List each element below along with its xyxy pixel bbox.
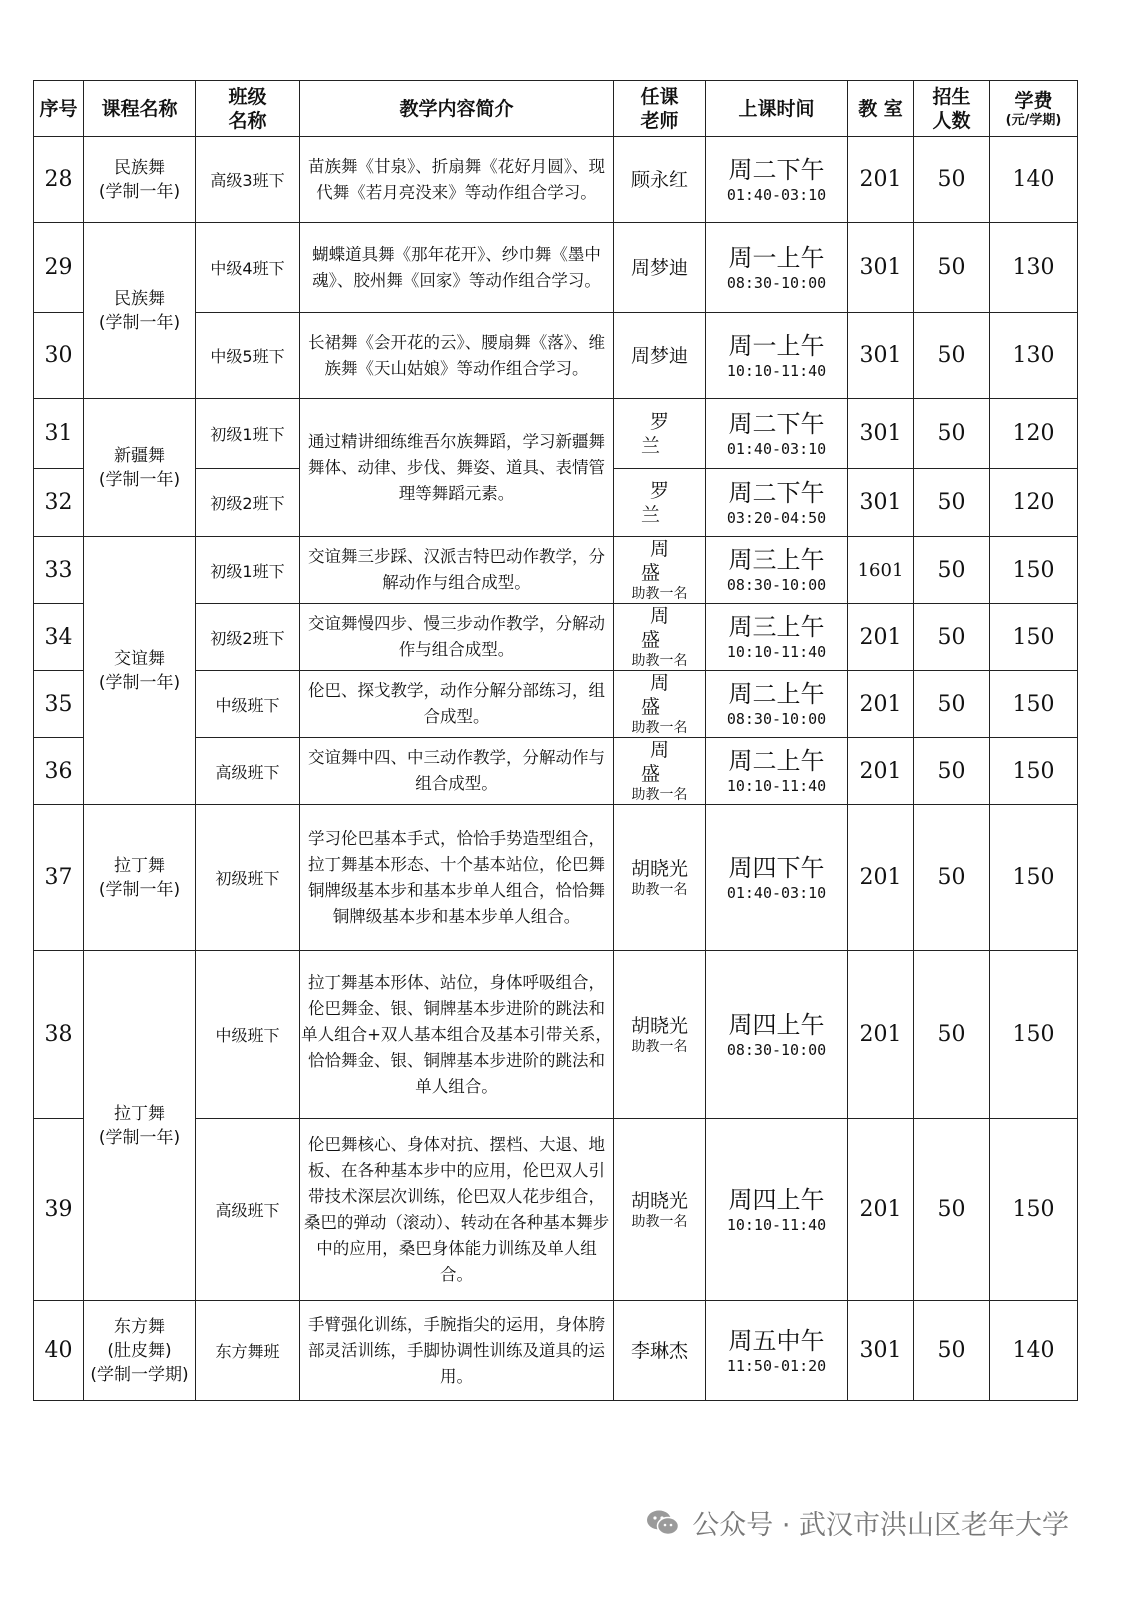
course-name: 拉丁舞 — [114, 1103, 165, 1124]
row-seq: 33 — [34, 537, 84, 604]
class-hours: 10:10-11:40 — [726, 643, 827, 661]
teacher-name: 周盛 — [640, 605, 687, 651]
time-cell — [706, 137, 848, 223]
class-day: 周二上午 — [728, 680, 825, 708]
room: 301 — [848, 399, 914, 469]
header-fee-unit: (元/学期) — [1005, 112, 1062, 128]
teacher — [614, 1301, 706, 1401]
fee: 150 — [990, 671, 1078, 738]
assistant: 助教一名 — [631, 1213, 688, 1230]
teacher-name: 胡晓光 — [630, 857, 688, 880]
class-day: 周四上午 — [728, 1185, 825, 1214]
header-fee-label: 学费 — [1014, 89, 1053, 112]
class-day: 周二下午 — [728, 478, 825, 507]
class-day: 周二下午 — [728, 155, 825, 184]
row-seq: 29 — [34, 223, 84, 313]
course-name: 东方舞 — [114, 1316, 165, 1337]
fee: 150 — [990, 951, 1078, 1119]
enroll-count: 50 — [914, 223, 990, 313]
header-count: 招生人数 — [914, 81, 990, 137]
row-seq: 38 — [34, 951, 84, 1119]
room: 201 — [848, 671, 914, 738]
teacher — [614, 537, 706, 604]
room: 201 — [848, 604, 914, 671]
class-name: 高级班下 — [196, 1119, 300, 1301]
enroll-count: 50 — [914, 469, 990, 537]
fee: 150 — [990, 805, 1078, 951]
class-hours: 08:30-10:00 — [726, 1040, 827, 1059]
teacher-name: 胡晓光 — [630, 1189, 688, 1212]
class-day: 周一上午 — [728, 331, 825, 360]
class-hours: 08:30-10:00 — [726, 576, 827, 594]
class-hours: 01:40-03:10 — [726, 439, 827, 458]
header-seq: 序号 — [34, 81, 84, 137]
time-cell — [706, 738, 848, 805]
assistant: 助教一名 — [631, 586, 688, 602]
assistant: 助教一名 — [631, 1038, 688, 1055]
fee: 150 — [990, 738, 1078, 805]
time-cell — [706, 805, 848, 951]
assistant: 助教一名 — [631, 881, 688, 898]
class-name: 中级5班下 — [196, 313, 300, 399]
course-schedule-table — [33, 80, 1078, 1401]
course-name: 拉丁舞 — [114, 855, 165, 876]
course-name: 民族舞 — [114, 157, 165, 178]
enroll-count: 50 — [914, 805, 990, 951]
course-cell — [84, 1301, 196, 1401]
teacher-name: 周盛 — [640, 672, 687, 718]
class-name: 高级班下 — [196, 738, 300, 805]
course-note: (学制一年) — [98, 469, 181, 490]
header-teacher: 任课老师 — [614, 81, 706, 137]
class-day: 周二下午 — [728, 409, 825, 438]
row-seq: 35 — [34, 671, 84, 738]
course-cell — [84, 137, 196, 223]
course-cell — [84, 805, 196, 951]
time-cell — [706, 1119, 848, 1301]
fee: 150 — [990, 604, 1078, 671]
teacher-name: 罗兰 — [640, 479, 687, 526]
header-class: 班级名称 — [196, 81, 300, 137]
header-room: 教 室 — [848, 81, 914, 137]
teacher-name: 周盛 — [640, 739, 687, 785]
course-note: (学制一学期) — [90, 1364, 189, 1385]
assistant: 助教一名 — [631, 653, 688, 669]
fee: 140 — [990, 1301, 1078, 1401]
class-hours: 01:40-03:10 — [726, 883, 827, 902]
table-row — [34, 537, 1078, 604]
teacher — [614, 604, 706, 671]
class-name: 东方舞班 — [196, 1301, 300, 1401]
header-row — [34, 81, 1078, 137]
fee: 150 — [990, 1119, 1078, 1301]
course-desc: 手臂强化训练，手腕指尖的运用，身体胯部灵活训练，手脚协调性训练及道具的运用。 — [300, 1301, 614, 1401]
class-name: 初级2班下 — [196, 604, 300, 671]
course-name: 交谊舞 — [114, 648, 165, 669]
row-seq: 39 — [34, 1119, 84, 1301]
class-name: 中级4班下 — [196, 223, 300, 313]
fee: 120 — [990, 399, 1078, 469]
class-day: 周四下午 — [728, 853, 825, 882]
time-cell — [706, 469, 848, 537]
teacher — [614, 738, 706, 805]
enroll-count: 50 — [914, 537, 990, 604]
teacher — [614, 1119, 706, 1301]
room: 301 — [848, 313, 914, 399]
class-day: 周四上午 — [728, 1010, 825, 1039]
course-desc: 伦巴、探戈教学，动作分解分部练习，组合成型。 — [300, 671, 614, 738]
course-note: (学制一年) — [98, 672, 181, 693]
class-hours: 01:40-03:10 — [726, 185, 827, 204]
table-row — [34, 805, 1078, 951]
wechat-account-watermark — [646, 1503, 1069, 1542]
class-name: 初级1班下 — [196, 399, 300, 469]
wechat-account-name: 公众号 · 武汉市洪山区老年大学 — [692, 1510, 1069, 1541]
room: 201 — [848, 805, 914, 951]
class-hours: 10:10-11:40 — [726, 1215, 827, 1234]
enroll-count: 50 — [914, 738, 990, 805]
class-name: 初级班下 — [196, 805, 300, 951]
assistant: 助教一名 — [631, 720, 688, 736]
teacher-name: 罗兰 — [640, 410, 687, 457]
fee: 130 — [990, 223, 1078, 313]
room: 1601 — [848, 537, 914, 604]
course-note-alt: (肚皮舞) — [107, 1340, 172, 1361]
table-row — [34, 137, 1078, 223]
header-fee — [990, 81, 1078, 137]
time-cell — [706, 537, 848, 604]
time-cell — [706, 1301, 848, 1401]
course-desc: 蝴蝶道具舞《那年花开》、纱巾舞《墨中魂》、胶州舞《回家》等动作组合学习。 — [300, 223, 614, 313]
room: 201 — [848, 1119, 914, 1301]
room: 201 — [848, 738, 914, 805]
fee: 120 — [990, 469, 1078, 537]
class-hours: 10:10-11:40 — [726, 777, 827, 795]
class-name: 中级班下 — [196, 671, 300, 738]
class-name: 中级班下 — [196, 951, 300, 1119]
class-name: 高级3班下 — [196, 137, 300, 223]
enroll-count: 50 — [914, 313, 990, 399]
class-hours: 11:50-01:20 — [726, 1356, 827, 1375]
enroll-count: 50 — [914, 951, 990, 1119]
course-desc: 伦巴舞核心、身体对抗、摆档、大退、地板、在各种基本步中的应用，伦巴双人引带技术深层次训练，伦巴双人花步组合，桑巴的弹动（滚动）、转动在各种基本舞步中的应用，桑巴身体能力训练及单人组合。 — [300, 1119, 614, 1301]
class-hours: 10:10-11:40 — [726, 361, 827, 380]
header-time: 上课时间 — [706, 81, 848, 137]
time-cell — [706, 223, 848, 313]
table-row — [34, 223, 1078, 313]
course-cell — [84, 399, 196, 537]
table-row — [34, 1301, 1078, 1401]
course-name: 新疆舞 — [114, 445, 165, 466]
class-hours: 03:20-04:50 — [726, 508, 827, 527]
course-desc: 学习伦巴基本手式，恰恰手势造型组合，拉丁舞基本形态、十个基本站位，伦巴舞铜牌级基本步和基本步单人组合，恰恰舞铜牌级基本步和基本步单人组合。 — [300, 805, 614, 951]
table-row — [34, 399, 1078, 469]
course-cell — [84, 951, 196, 1301]
teacher: 顾永红 — [614, 137, 706, 223]
time-cell — [706, 399, 848, 469]
teacher — [614, 399, 706, 469]
course-desc: 长裙舞《会开花的云》、腰扇舞《落》、维族舞《天山姑娘》等动作组合学习。 — [300, 313, 614, 399]
room: 201 — [848, 951, 914, 1119]
class-day: 周二上午 — [728, 747, 825, 775]
fee: 140 — [990, 137, 1078, 223]
enroll-count: 50 — [914, 604, 990, 671]
class-day: 周三上午 — [728, 613, 825, 641]
enroll-count: 50 — [914, 137, 990, 223]
header-course: 课程名称 — [84, 81, 196, 137]
teacher: 周梦迪 — [614, 223, 706, 313]
row-seq: 30 — [34, 313, 84, 399]
room: 301 — [848, 1301, 914, 1401]
class-name: 初级2班下 — [196, 469, 300, 537]
row-seq: 40 — [34, 1301, 84, 1401]
teacher: 周梦迪 — [614, 313, 706, 399]
assistant: 助教一名 — [631, 787, 688, 803]
course-desc: 拉丁舞基本形体、站位，身体呼吸组合，伦巴舞金、银、铜牌基本步进阶的跳法和单人组合+双人基本组合及基本引带关系，恰恰舞金、银、铜牌基本步进阶的跳法和单人组合。 — [300, 951, 614, 1119]
course-name: 民族舞 — [114, 288, 165, 309]
course-note: (学制一年) — [98, 312, 181, 333]
time-cell — [706, 951, 848, 1119]
room: 301 — [848, 469, 914, 537]
time-cell — [706, 604, 848, 671]
fee: 150 — [990, 537, 1078, 604]
course-cell — [84, 223, 196, 399]
row-seq: 37 — [34, 805, 84, 951]
course-cell — [84, 537, 196, 805]
time-cell — [706, 671, 848, 738]
class-day: 周五中午 — [728, 1326, 825, 1355]
course-note: (学制一年) — [98, 879, 181, 900]
teacher — [614, 671, 706, 738]
fee: 130 — [990, 313, 1078, 399]
row-seq: 31 — [34, 399, 84, 469]
wechat-icon — [646, 1509, 680, 1537]
header-desc: 教学内容简介 — [300, 81, 614, 137]
enroll-count: 50 — [914, 671, 990, 738]
course-desc: 交谊舞慢四步、慢三步动作教学，分解动作与组合成型。 — [300, 604, 614, 671]
row-seq: 28 — [34, 137, 84, 223]
class-day: 周三上午 — [728, 546, 825, 574]
row-seq: 34 — [34, 604, 84, 671]
teacher — [614, 805, 706, 951]
course-desc: 通过精讲细练维吾尔族舞蹈，学习新疆舞舞体、动律、步伐、舞姿、道具、表情管理等舞蹈元素。 — [300, 399, 614, 537]
course-desc: 交谊舞中四、中三动作教学，分解动作与组合成型。 — [300, 738, 614, 805]
teacher-name: 周盛 — [640, 538, 687, 584]
enroll-count: 50 — [914, 1301, 990, 1401]
course-desc: 交谊舞三步踩、汉派吉特巴动作教学，分解动作与组合成型。 — [300, 537, 614, 604]
class-hours: 08:30-10:00 — [726, 273, 827, 292]
teacher — [614, 469, 706, 537]
class-hours: 08:30-10:00 — [726, 710, 827, 728]
class-name: 初级1班下 — [196, 537, 300, 604]
table-row — [34, 951, 1078, 1119]
teacher — [614, 951, 706, 1119]
row-seq: 36 — [34, 738, 84, 805]
teacher-name: 胡晓光 — [630, 1014, 688, 1037]
enroll-count: 50 — [914, 1119, 990, 1301]
room: 201 — [848, 137, 914, 223]
row-seq: 32 — [34, 469, 84, 537]
time-cell — [706, 313, 848, 399]
course-note: (学制一年) — [98, 181, 181, 202]
course-desc: 苗族舞《甘泉》、折扇舞《花好月圆》、现代舞《若月亮没来》等动作组合学习。 — [300, 137, 614, 223]
teacher-name: 李琳杰 — [630, 1339, 688, 1362]
room: 301 — [848, 223, 914, 313]
enroll-count: 50 — [914, 399, 990, 469]
class-day: 周一上午 — [728, 243, 825, 272]
course-note: (学制一年) — [98, 1127, 181, 1148]
